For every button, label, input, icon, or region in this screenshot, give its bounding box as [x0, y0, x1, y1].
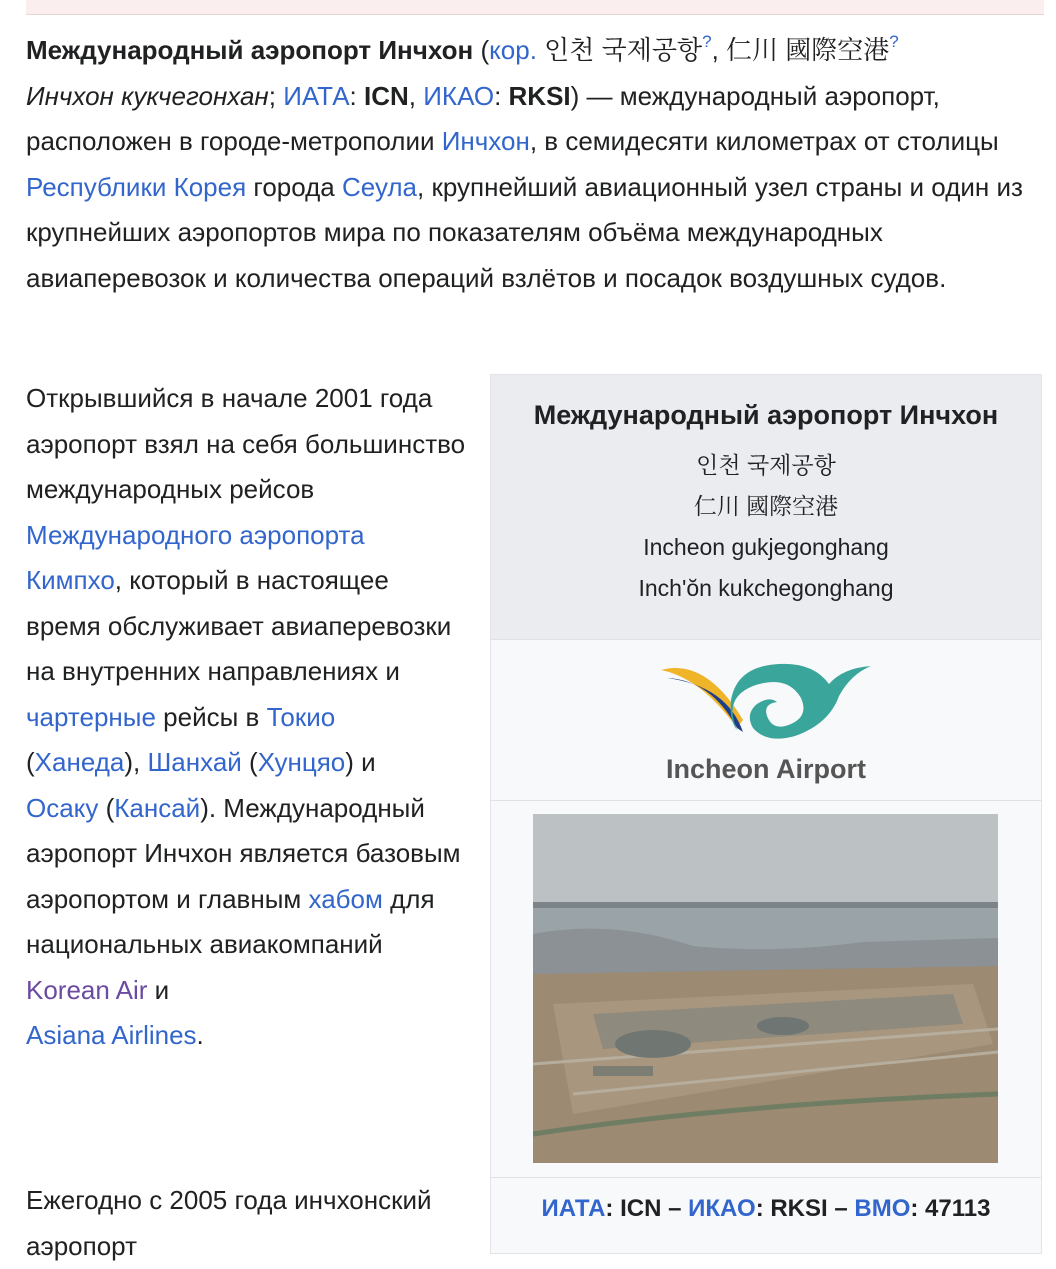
logo-yellow-swoosh: [661, 668, 743, 728]
icao-link[interactable]: ИКАО: [423, 80, 495, 111]
text-fragment: ,: [408, 80, 424, 111]
infobox: [490, 374, 1042, 1254]
infobox-wmo-link[interactable]: ВМО: [854, 1195, 911, 1222]
infobox-name-rr: Incheon gukjegonghang: [643, 534, 889, 560]
romanized-name: Инчхон кукчегонхан: [26, 80, 269, 111]
korean-name: 인천 국제공항: [536, 35, 703, 65]
annual-paragraph: Ежегодно с 2005 года инчхонский аэропорт: [26, 1185, 432, 1261]
audio-help-link-2[interactable]: ?: [889, 32, 899, 51]
text-fragment: (: [473, 35, 490, 65]
infobox-iata-link[interactable]: ИАТА: [541, 1195, 606, 1222]
korean-air-link[interactable]: Korean Air: [26, 974, 148, 1005]
audio-help-link-1[interactable]: ?: [702, 32, 712, 51]
republic-of-korea-link[interactable]: Республики Корея: [26, 171, 247, 202]
hanja-name: 仁川 國際空港: [726, 35, 890, 65]
intro-paragraph: [26, 28, 1036, 301]
text-fragment: и: [147, 974, 170, 1005]
airport-aerial-photo[interactable]: [533, 814, 998, 1163]
text-fragment: ) — международный аэропорт, расположен в городе-метрополии: [26, 80, 940, 156]
hub-link[interactable]: хабом: [308, 883, 383, 914]
icao-code: RKSI: [508, 80, 571, 111]
text-fragment: , крупнейший авиационный узел страны и один из крупнейших аэропортов мира по показателям объёма международных авиаперевозок и количества операций взлётов и посадок воздушных судов.: [26, 171, 1023, 293]
text-fragment: ) и: [345, 747, 376, 777]
aerial-photo-drawing: [533, 814, 998, 1163]
text-fragment: ;: [268, 80, 284, 111]
infobox-name-mr: Inch'ŏn kukchegonghang: [638, 575, 894, 601]
infobox-iata-value: : ICN –: [605, 1195, 689, 1222]
infobox-header: [491, 375, 1041, 640]
shanghai-link[interactable]: Шанхай: [147, 747, 242, 777]
text-fragment: (: [26, 747, 35, 777]
infobox-name-korean: 인천 국제공항: [696, 452, 836, 478]
charter-link[interactable]: чартерные: [26, 701, 156, 732]
infobox-title: Международный аэропорт Инчхон: [533, 400, 999, 430]
kansai-link[interactable]: Кансай: [114, 792, 201, 823]
incheon-airport-logo[interactable]: [491, 640, 1043, 800]
logo-teal-swirl: [731, 664, 871, 739]
infobox-photo-cell: [491, 801, 1041, 1178]
text-fragment: рейсы в: [155, 701, 267, 732]
infobox-native-names: [491, 445, 1041, 609]
text-fragment: :: [349, 80, 364, 111]
tokyo-link[interactable]: Токио: [266, 701, 336, 732]
infobox-logo-cell: [491, 640, 1041, 801]
infobox-icao-value: : RKSI –: [755, 1195, 855, 1222]
infobox-wmo-value: : 47113: [910, 1195, 991, 1222]
logo-wordmark: Incheon Airport: [666, 754, 866, 784]
incheon-city-link[interactable]: Инчхон: [441, 126, 530, 156]
iata-link[interactable]: ИАТА: [283, 80, 350, 111]
text-fragment: ). Международный аэропорт Инчхон является базовым аэропортом и главным: [26, 792, 461, 914]
text-fragment: .: [196, 1020, 204, 1050]
text-fragment: , который в настоящее время обслуживает авиаперевозки на внутренних направлениях и: [26, 565, 452, 686]
infobox-name-hanja: 仁川 國際空港: [693, 493, 839, 519]
asiana-airlines-link[interactable]: Asiana Airlines: [26, 1020, 197, 1050]
text-fragment: для национальных авиакомпаний: [26, 883, 435, 959]
text-fragment: , в семидесяти километрах от столицы: [529, 126, 999, 156]
history-paragraph: [26, 376, 466, 1059]
article-title-bold: Международный аэропорт Инчхон: [26, 35, 474, 65]
text-fragment: :: [494, 80, 509, 111]
text-fragment: Открывшийся в начале 2001 года аэропорт взял на себя большинство международных рейсов: [26, 383, 466, 504]
iata-code: ICN: [364, 80, 409, 111]
text-fragment: ,: [711, 35, 727, 65]
hongqiao-link[interactable]: Хунцяо: [257, 747, 346, 777]
text-fragment: ),: [124, 747, 148, 777]
infobox-codes-row: [491, 1178, 1041, 1224]
korean-language-link[interactable]: кор.: [489, 35, 537, 65]
seoul-link[interactable]: Сеула: [342, 171, 418, 202]
osaka-link[interactable]: Осаку: [26, 792, 99, 823]
text-fragment: (: [241, 747, 258, 777]
infobox-icao-link[interactable]: ИКАО: [688, 1195, 756, 1222]
gimpo-airport-link[interactable]: Международного аэропорта Кимпхо: [26, 519, 365, 595]
haneda-link[interactable]: Ханеда: [34, 747, 125, 777]
text-fragment: (: [98, 792, 115, 823]
top-notice-strip: [26, 0, 1044, 15]
text-fragment: города: [246, 171, 342, 202]
